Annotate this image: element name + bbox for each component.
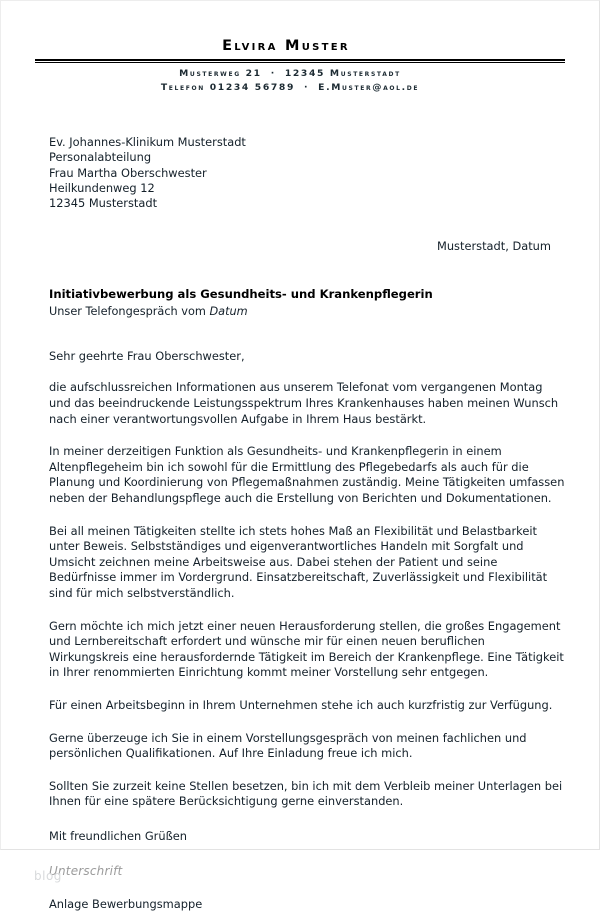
body-paragraph-6: Gerne überzeuge ich Sie in einem Vorstellungsgespräch von meinen fachlichen und persönlichen Qualifikationen. Auf Ihre Einladung freue ich mich. [49,730,527,761]
recipient-address-block [49,135,565,211]
contact-separator: · [304,81,310,93]
closing-phrase: Mit freundlichen Grüßen [49,828,187,843]
sender-name: Elvira Muster [222,38,350,54]
enclosure-note: Anlage Bewerbungsmappe [49,896,203,911]
letterhead [1,1,599,93]
sender-city: 12345 Musterstadt [284,67,401,79]
letter-content [1,135,599,911]
body-paragraph-7: Sollten Sie zurzeit keine Stellen besetzen, bin ich mit dem Verbleib meiner Unterlagen bei Ihnen für eine spätere Berücksichtigung gerne einverstanden. [49,778,563,809]
recipient-city: 12345 Musterstadt [49,196,158,211]
recipient-department: Personalabteilung [49,150,152,165]
body-paragraph-2: In meiner derzeitigen Funktion als Gesundheits- und Krankenpflegerin in einem Altenpflegeheim bin ich sowohl für die Ermittlung des Pflegebedarfs als auch für die Planung und Koordinierung von Pflegemaßnahmen zuständig. Meine Tätigkeiten umfassen neben der Behandlungspflege auch die Erstellung von Berichten und Dokumentationen. [49,444,565,505]
header-divider-rule [35,59,565,64]
signature-placeholder: Unterschrift [49,863,123,878]
body-paragraph-5: Für einen Arbeitsbeginn in Ihrem Unternehmen stehe ich auch kurzfristig zur Verfügung. [49,697,553,712]
body-paragraph-3: Bei all meinen Tätigkeiten stellte ich stets hohes Maß an Flexibilität und Belastbarkeit unter Beweis. Selbstständiges und eigenverantwortliches Handeln mit Sorgfalt und Umsicht zeichnen meine Arbeitsweise aus. Dabei stehen der Patient und seine Bedürfnisse immer im Vordergrund. Einsatzbereitschaft, Zuverlässigkeit und Flexibilität sind für mich selbstverständlich. [49,523,548,600]
blog-watermark: blog [34,868,62,883]
sender-street: Musterweg 21 [179,67,262,79]
signature-area [34,860,565,886]
sender-address-line [1,68,599,79]
recipient-organization: Ev. Johannes-Klinikum Musterstadt [49,134,246,149]
sender-phone: Telefon 01234 56789 [160,81,296,93]
sender-contact-line [1,82,599,93]
subject-subtitle-date: Datum [209,305,248,319]
recipient-person: Frau Martha Oberschwester [49,165,207,180]
body-paragraph-1: die aufschlussreichen Informationen aus unserem Telefonat vom vergangenen Montag und das beeindruckende Leistungsspektrum Ihres Krankenhauses haben meinen Wunsch nach einer verantwortungsvollen Aufgabe in Ihrem Haus bestärkt. [49,380,559,426]
subject-subtitle [49,304,565,319]
subject-title: Initiativbewerbung als Gesundheits- und Krankenpflegerin [49,287,433,302]
body-paragraph-4: Gern möchte ich mich jetzt einer neuen Herausforderung stellen, die großes Engagement und Lernbereitschaft erfordert und wünsche mir für einen neuen beruflichen Wirkungskreis eine herausfordernde Tätigkeit im Bereich der Krankenpflege. Eine Tätigkeit in Ihrer renommierten Einrichtung kommt meiner Vorstellung sehr entgegen. [49,618,564,680]
sender-email: E.Muster@aol.de [318,81,420,93]
place-and-date: Musterstadt, Datum [437,239,551,254]
salutation: Sehr geehrte Frau Oberschwester, [49,349,245,364]
recipient-street: Heilkundenweg 12 [49,180,155,195]
subject-subtitle-prefix: Unser Telefongespräch vom [49,305,210,319]
address-separator: · [270,67,276,79]
